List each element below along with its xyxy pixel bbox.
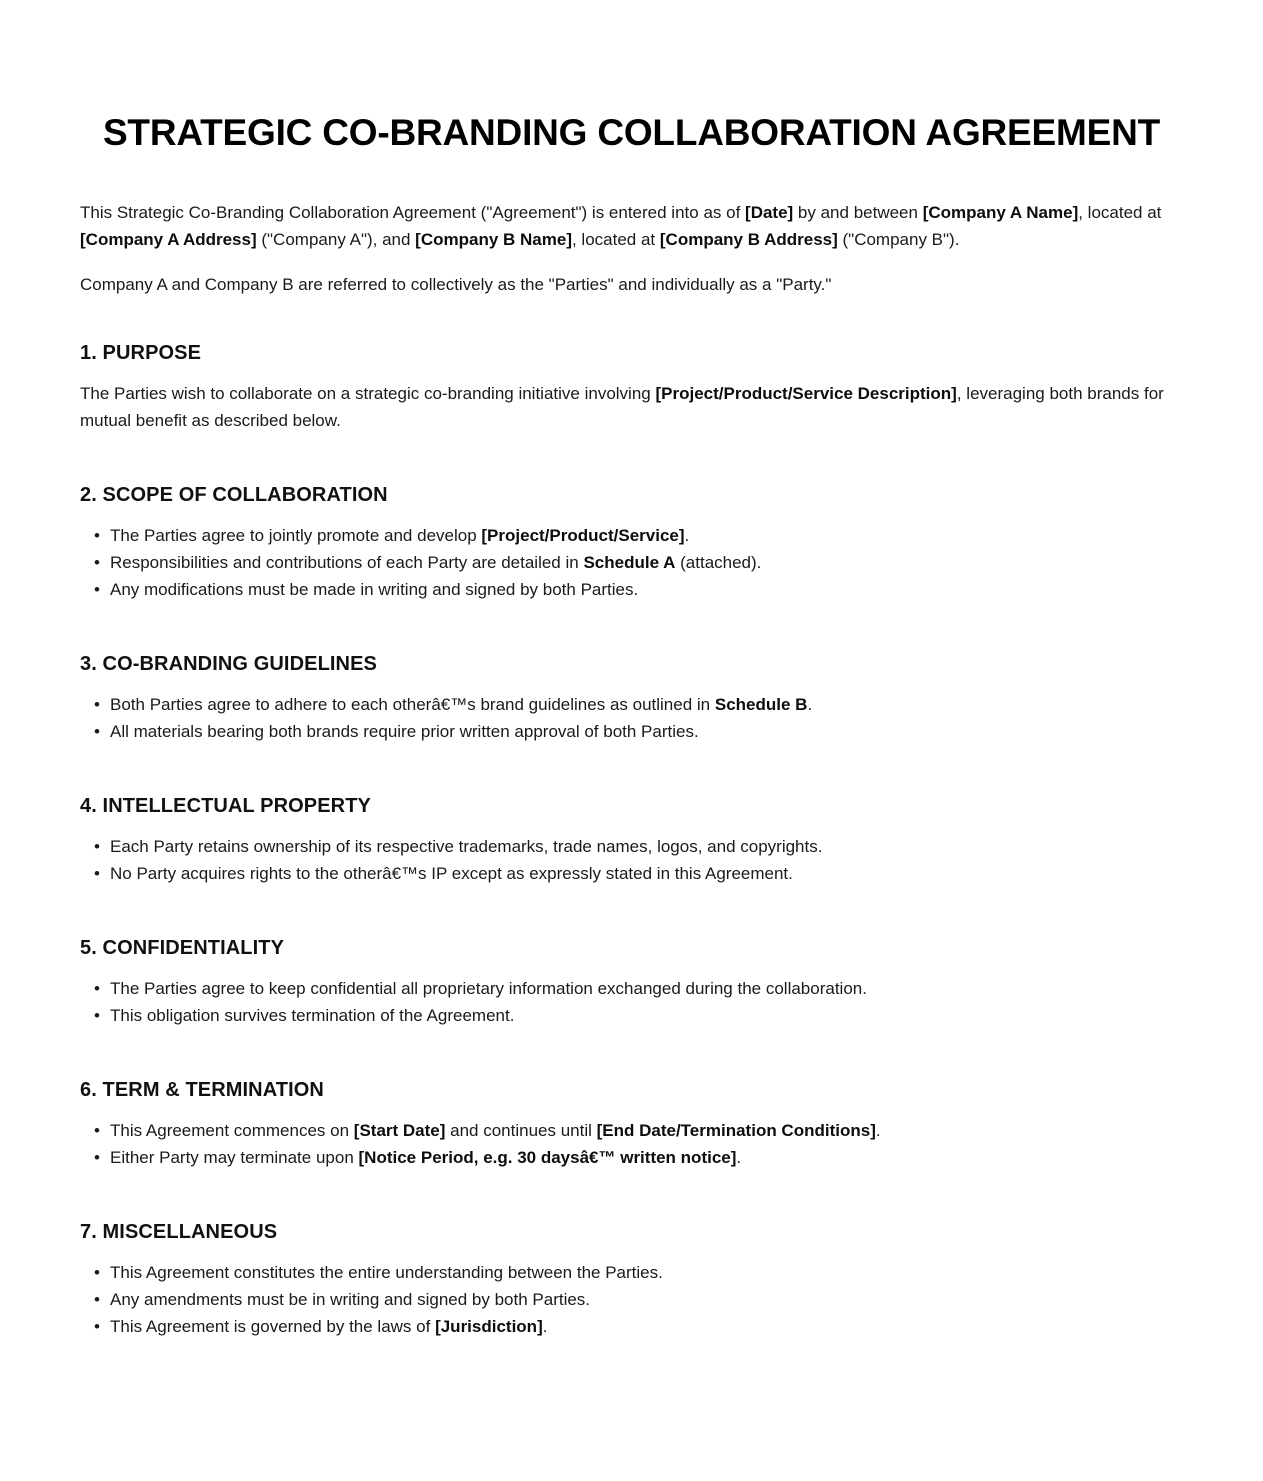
bullet-list [80,691,1183,745]
document-section [80,482,1183,603]
list-item: • This Agreement commences on [Start Date] and continues until [End Date/Termination Conditions]. [110,1117,1183,1144]
list-item: • Both Parties agree to adhere to each otherâ€™s brand guidelines as outlined in Schedule B. [110,691,1183,718]
placeholder-token: [Company B Name] [415,229,572,249]
list-item: • Each Party retains ownership of its respective trademarks, trade names, logos, and copyrights. [110,833,1183,860]
section-heading: 7. MISCELLANEOUS [80,1220,278,1243]
section-heading: 2. SCOPE OF COLLABORATION [80,483,388,506]
section-heading: 1. PURPOSE [80,341,202,364]
placeholder-token: [Company B Address] [659,229,838,249]
list-item: • Responsibilities and contributions of each Party are detailed in Schedule A (attached). [110,549,1183,576]
intro-paragraph-1: This Strategic Co-Branding Collaboration Agreement ("Agreement") is entered into as of [Date] by and between [Company A Name], located at [Company A Address] ("Company A"), and [Company B Name], located at [Company B Address] ("Company B"). [80,202,1162,249]
placeholder-token: Schedule A [583,552,676,572]
placeholder-token: [Notice Period, e.g. 30 daysâ€™ written notice] [358,1147,737,1167]
document-section [80,651,1183,745]
section-heading: 6. TERM & TERMINATION [80,1078,324,1101]
bullet-list [80,975,1183,1029]
placeholder-token: [End Date/Termination Conditions] [596,1120,876,1140]
list-item: • This Agreement is governed by the laws of [Jurisdiction]. [110,1313,1183,1340]
placeholder-token: [Project/Product/Service Description] [655,383,957,403]
bullet-list [80,1259,1183,1340]
document-section [80,935,1183,1029]
document-section [80,340,1183,434]
page-title: STRATEGIC CO-BRANDING COLLABORATION AGREEMENT [102,112,1161,153]
list-item: • This obligation survives termination of the Agreement. [110,1002,1183,1029]
list-item: • No Party acquires rights to the otherâ€™s IP except as expressly stated in this Agreement. [110,860,1183,887]
list-item: • The Parties agree to keep confidential all proprietary information exchanged during the collaboration. [110,975,1183,1002]
section-paragraph: The Parties wish to collaborate on a strategic co-branding initiative involving [Project/Product/Service Description], leveraging both brands for mutual benefit as described below. [80,383,1164,430]
bullet-list [80,833,1183,887]
placeholder-token: Schedule B [714,694,808,714]
document-section [80,1077,1183,1171]
section-heading: 3. CO-BRANDING GUIDELINES [80,652,377,675]
placeholder-token: [Date] [745,202,794,222]
list-item: • Either Party may terminate upon [Notice Period, e.g. 30 daysâ€™ written notice]. [110,1144,1183,1171]
list-item: • This Agreement constitutes the entire understanding between the Parties. [110,1259,1183,1286]
sections-container [80,340,1183,1340]
section-heading: 4. INTELLECTUAL PROPERTY [80,794,371,817]
intro-paragraph-2: Company A and Company B are referred to collectively as the "Parties" and individually as a "Party." [80,274,832,294]
placeholder-token: [Project/Product/Service] [481,525,685,545]
placeholder-token: [Company A Name] [922,202,1079,222]
placeholder-token: [Jurisdiction] [435,1316,543,1336]
document-section [80,793,1183,887]
placeholder-token: [Start Date] [353,1120,446,1140]
list-item: • All materials bearing both brands require prior written approval of both Parties. [110,718,1183,745]
list-item: • Any amendments must be in writing and signed by both Parties. [110,1286,1183,1313]
document-section [80,1219,1183,1340]
placeholder-token: [Company A Address] [80,229,257,249]
list-item: • The Parties agree to jointly promote and develop [Project/Product/Service]. [110,522,1183,549]
list-item: • Any modifications must be made in writing and signed by both Parties. [110,576,1183,603]
intro-block [80,199,1183,298]
bullet-list [80,522,1183,603]
bullet-list [80,1117,1183,1171]
section-heading: 5. CONFIDENTIALITY [80,936,285,959]
